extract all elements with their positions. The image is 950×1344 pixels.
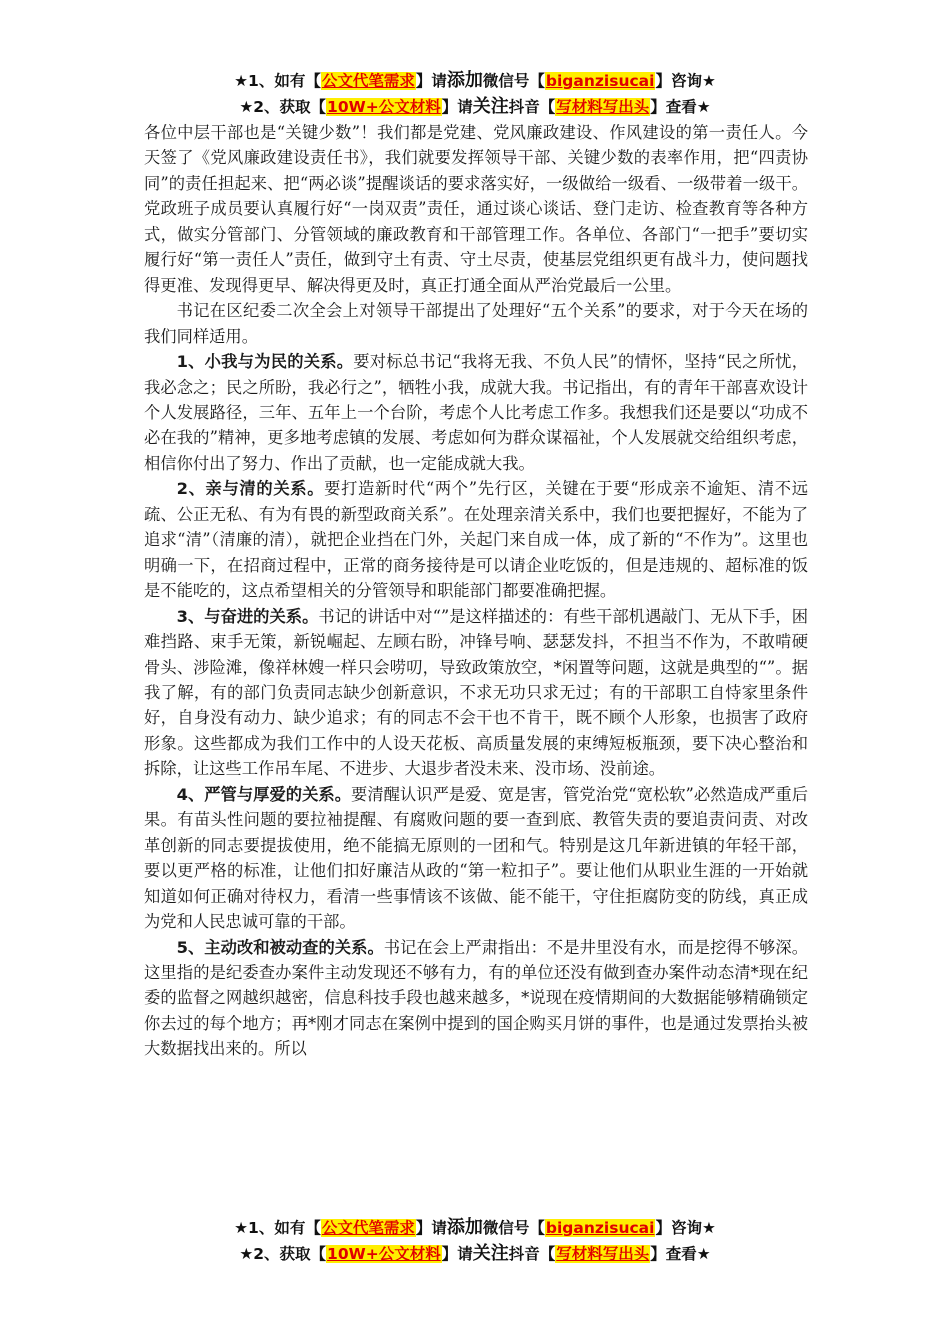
relation-heading: 4、严管与厚爱的关系。: [176, 784, 352, 804]
highlight-ghostwriting: 公文代笔需求: [321, 72, 415, 90]
relation-text: 要清醒认识严是爱、宽是害，管党治党“宽松软”必然造成严重后果。有苗头性问题的要拉袖提醒、有腐败问题的要一查到底、教管失责的要追责问责、对改革创新的同志要提拔使用，绝不能搞无原则的一团和气。特别是这几年新进镇的年轻干部，要以更严格的标准，让他们扣好廉洁从政的“第一粒扣子”。要让他们从职业生涯的一开始就知道如何正确对待权力，看清一些事情该不该做、能不能干，守住拒腐防变的防线，真正成为党和人民忠诚可靠的干部。: [144, 784, 808, 932]
highlight-wechat-id: biganzisucai: [545, 1219, 655, 1237]
banner-line-1: [0, 68, 950, 94]
highlight-wechat-id: biganzisucai: [545, 72, 655, 90]
banner-text: 2、获取【: [253, 1245, 327, 1263]
paragraph-five-relations: 书记在区纪委二次全会上对领导干部提出了处理好“五个关系”的要求，对于今天在场的我们同样适用。: [144, 301, 808, 346]
relation-text: 书记的讲话中对“”是这样描述的：有些干部机遇敲门、无从下手，困难挡路、束手无策，新锐崛起、左顾右盼，冲锋号响、瑟瑟发抖，不担当不作为，不敢啃硬骨头、涉险滩，像祥林嫂一样只会唠叨，导致政策放空，*闲置等问题，这就是典型的“”。据我了解，有的部门负责同志缺少创新意识，不求无功只求无过；有的干部职工自恃家里条件好，自身没有动力、缺少追求；有的同志不会干也不肯干，既不顾个人形象，也损害了政府形象。这些都成为我们工作中的人设天花板、高质量发展的束缚短板瓶颈，要下决心整治和拆除，让这些工作吊车尾、不进步、大退步者没未来、没市场、没前途。: [144, 606, 808, 779]
paragraph-relation-4: [144, 782, 808, 935]
banner-text: 】请: [415, 1219, 447, 1237]
relation-text: 要打造新时代“两个”先行区，关键在于要“形成亲不逾矩、清不远疏、公正无私、有为有畏的新型政商关系”。在处理亲清关系中，我们也要把握好，不能为了追求“清”（清廉的清），就把企业挡在门外，关起门来自成一体，成了新的“不作为”。这里也明确一下，在招商过程中，正常的商务接待是可以请企业吃饭的，但是违规的、超标准的饭是不能吃的，这点希望相关的分管领导和职能部门都要准确把握。: [144, 479, 808, 601]
banner-text: 】查看★: [650, 98, 711, 116]
header-banner: [0, 68, 950, 120]
banner-text: 】请: [415, 72, 447, 90]
highlight-douyin-account: 写材料写出头: [556, 1245, 650, 1263]
star-icon: ★: [234, 72, 249, 90]
banner-text: 1、如有【: [248, 1219, 321, 1237]
highlight-materials: 10W+公文材料: [327, 1245, 441, 1263]
banner-text: 】请: [441, 98, 473, 116]
banner-text: 】咨询★: [655, 72, 716, 90]
relation-text: 书记在会上严肃指出：不是井里没有水，而是挖得不够深。这里指的是纪委查办案件主动发现还不够有力，有的单位还没有做到查办案件动态清*现在纪委的监督之网越织越密，信息科技手段也越来越多，*说现在疫情期间的大数据能够精确锁定你去过的每个地方；再*刚才同志在案例中提到的国企购买月饼的事件，也是通过发票抬头被大数据找出来的。所以: [144, 937, 808, 1059]
banner-emphasis: 添加: [446, 70, 483, 91]
banner-line-2: [0, 1241, 950, 1267]
banner-emphasis: 关注: [472, 1243, 509, 1264]
banner-text: 微信号【: [482, 72, 545, 90]
banner-text: 微信号【: [482, 1219, 545, 1237]
highlight-douyin-account: 写材料写出头: [556, 98, 650, 116]
paragraph-relation-1: [144, 349, 808, 476]
banner-text: 】查看★: [650, 1245, 711, 1263]
banner-emphasis: 关注: [472, 96, 509, 117]
relation-heading: 3、与奋进的关系。: [176, 606, 319, 626]
star-icon: ★: [239, 98, 254, 116]
paragraph-relation-3: [144, 604, 808, 782]
banner-text: 】请: [441, 1245, 473, 1263]
banner-emphasis: 添加: [446, 1217, 483, 1238]
banner-line-1: [0, 1215, 950, 1241]
paragraph-relation-2: [144, 476, 808, 603]
highlight-ghostwriting: 公文代笔需求: [321, 1219, 415, 1237]
banner-text: 】咨询★: [655, 1219, 716, 1237]
relation-heading: 1、小我与为民的关系。: [176, 352, 354, 372]
paragraph-intro: 各位中层干部也是“关键少数”！我们都是党建、党风廉政建设、作风建设的第一责任人。今天签了《党风廉政建设责任书》，我们就要发挥领导干部、关键少数的表率作用，把“四责协同”的责任担起来、把“两必谈”提醒谈话的要求落实好，一级做给一级看、一级带着一级干。党政班子成员要认真履行好“一岗双责”责任，通过谈心谈话、登门走访、检查教育等各种方式，做实分管部门、分管领域的廉政教育和干部管理工作。各单位、各部门“一把手”要切实履行好“第一责任人”责任，做到守土有责、守土尽责，使基层党组织更有战斗力，使问题找得更准、发现得更早、解决得更及时，真正打通全面从严治党最后一公里。: [144, 123, 808, 295]
relation-text: 要对标总书记“我将无我、不负人民”的情怀，坚持“民之所忧，我必念之；民之所盼，我必行之”，牺牲小我，成就大我。书记指出，有的青年干部喜欢设计个人发展路径，三年、五年上一个台阶，考虑个人比考虑工作多。我想我们还是要以“功成不必在我的”精神，更多地考虑镇的发展、考虑如何为群众谋福祉，个人发展就交给组织考虑，相信你付出了努力、作出了贡献，也一定能成就大我。: [144, 352, 808, 473]
banner-text: 1、如有【: [248, 72, 321, 90]
banner-text: 2、获取【: [253, 98, 327, 116]
footer-banner: [0, 1215, 950, 1267]
relation-heading: 5、主动改和被动查的关系。: [176, 937, 384, 957]
star-icon: ★: [234, 1219, 249, 1237]
banner-line-2: [0, 94, 950, 120]
relation-heading: 2、亲与清的关系。: [176, 479, 325, 499]
highlight-materials: 10W+公文材料: [327, 98, 441, 116]
document-body: [144, 120, 808, 1062]
banner-text: 抖音【: [508, 98, 556, 116]
paragraph-relation-5: [144, 935, 808, 1062]
star-icon: ★: [239, 1245, 254, 1263]
banner-text: 抖音【: [508, 1245, 556, 1263]
